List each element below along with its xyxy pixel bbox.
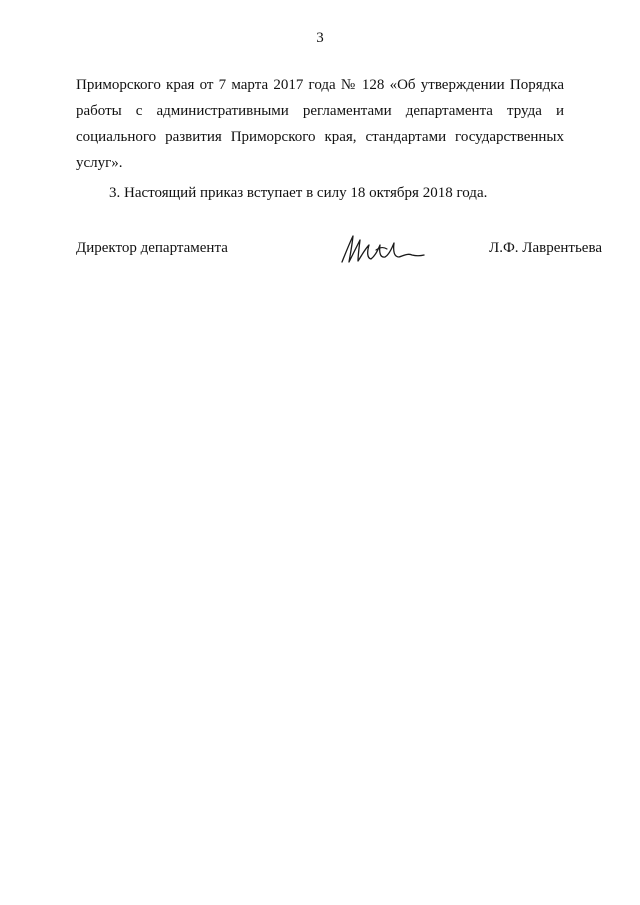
handwritten-signature-icon	[336, 228, 426, 268]
document-body	[76, 72, 564, 206]
page-number: 3	[316, 30, 324, 46]
paragraph-continuation: Приморского края от 7 марта 2017 года № 128 «Об утверждении Порядка работы с административными регламентами департамента труда и социального развития Приморского края, стандартами государственных услуг».	[76, 77, 564, 171]
signatory-position: Директор департамента	[76, 240, 228, 256]
signatory-name: Л.Ф. Лаврентьева	[489, 240, 602, 256]
signature-block	[76, 228, 602, 268]
paragraph-item-3: 3. Настоящий приказ вступает в силу 18 октября 2018 года.	[109, 185, 488, 201]
